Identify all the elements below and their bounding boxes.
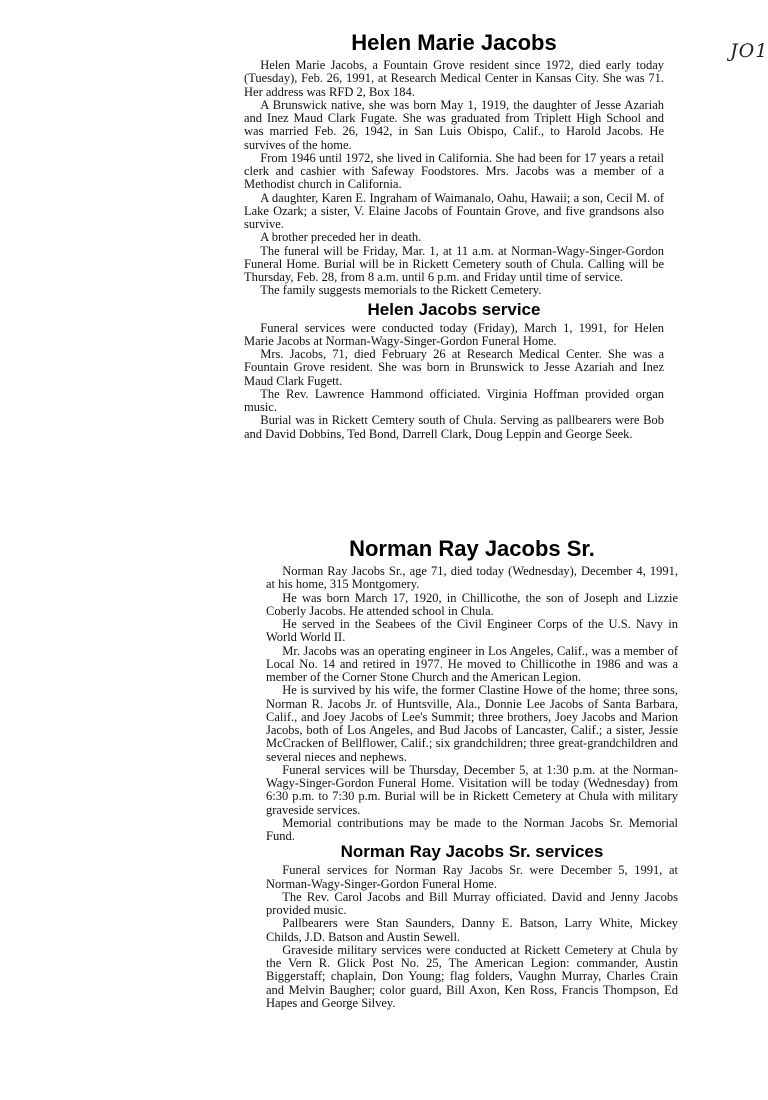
service-1-paragraph: Burial was in Rickett Cemtery south of Chula. Serving as pallbearers were Bob and David Dobbins, Ted Bond, Darrell Clark, Doug Leppin and George Seek. — [244, 413, 664, 441]
obituary-2-paragraph: He was born March 17, 1920, in Chillicothe, the son of Joseph and Lizzie Coberly Jacobs. He attended school in Chula. — [266, 590, 678, 618]
norman-jacobs-clipping — [266, 538, 678, 1010]
obituary-2-paragraph: Memorial contributions may be made to the Norman Jacobs Sr. Memorial Fund. — [266, 815, 678, 843]
service-2-paragraph: Graveside military services were conducted at Rickett Cemetery at Chula by the Vern R. Glick Post No. 25, The American Legion: commander, Austin Biggerstaff; chaplain, Don Young; flag folders, Vaughn Murray, Charles Crain and Melvin Baugher; color guard, Bill Axon, Ken Ross, Francis Thompson, Ed Hapes and George Silvey. — [266, 942, 678, 1010]
obituary-1-paragraph: A daughter, Karen E. Ingraham of Waimanalo, Oahu, Hawaii; a son, Cecil M. of Lake Ozark; a sister, V. Elaine Jacobs of Fountain Grove, and five grandsons also survive. — [244, 190, 664, 231]
obituary-1-paragraph: Helen Marie Jacobs, a Fountain Grove resident since 1972, died early today (Tuesday), Feb. 26, 1991, at Research Medical Center in Kansas City. She was 71. Her address was RFD 2, Box 184. — [244, 58, 664, 99]
service-2-headline: Norman Ray Jacobs Sr. services — [340, 842, 604, 862]
service-1-paragraph: Mrs. Jacobs, 71, died February 26 at Research Medical Center. She was a Fountain Grove resident. She was born in Brunswick to Jesse Azariah and Inez Maud Clark Fugett. — [244, 347, 664, 388]
obituary-2-headline: Norman Ray Jacobs Sr. — [349, 536, 595, 561]
service-2-paragraph: The Rev. Carol Jacobs and Bill Murray officiated. David and Jenny Jacobs provided music. — [266, 889, 678, 917]
obituary-2-paragraph: Mr. Jacobs was an operating engineer in Los Angeles, Calif., was a member of Local No. 14 and retired in 1977. He moved to Chillicothe in 1986 and was a member of the Corner Stone Church and the American Legion. — [266, 643, 678, 684]
obituary-1-paragraph: From 1946 until 1972, she lived in California. She had been for 17 years a retail clerk and cashier with Safeway Foodstores. Mrs. Jacobs was a member of a Methodist church in California. — [244, 150, 664, 192]
obituary-1-paragraph: A Brunswick native, she was born May 1, 1919, the daughter of Jesse Azariah and Inez Maud Clark Fugate. She was graduated from Triplett High School and was married Feb. 26, 1942, in San Luis Obispo, Calif., to Harold Jacobs. He survives of the home. — [244, 97, 664, 152]
obituary-2-paragraph: He served in the Seabees of the Civil Engineer Corps of the U.S. Navy in World World II. — [266, 617, 678, 645]
obituary-1-headline: Helen Marie Jacobs — [351, 30, 557, 55]
obituary-1-paragraph: A brother preceded her in death. — [260, 230, 422, 245]
obituary-2-paragraph: He is survived by his wife, the former Clastine Howe of the home; three sons, Norman R. Jacobs Jr. of Huntsville, Ala., Donnie Lee Jacobs of Santa Barbara, Calif., and Joey Jacobs of Lee's Summit; three brothers, Joey Jacobs and Marion Jacobs, both of Los Angeles, and Bud Jacobs of Lancaster, Calif.; a sister, Jessie McCracken of Bellflower, Calif.; six grandchildren; three great-grandchildren and several nieces and nephews. — [266, 683, 678, 764]
service-1-paragraph: Funeral services were conducted today (Friday), March 1, 1991, for Helen Marie Jacobs at Norman-Wagy-Singer-Gordon Funeral Home. — [244, 320, 664, 348]
service-1-headline: Helen Jacobs service — [367, 299, 541, 319]
service-1-paragraph: The Rev. Lawrence Hammond officiated. Virginia Hoffman provided organ music. — [244, 386, 664, 414]
helen-jacobs-clipping — [244, 32, 664, 441]
obituary-1-paragraph: The family suggests memorials to the Rickett Cemetery. — [260, 283, 542, 298]
obituary-2-paragraph: Norman Ray Jacobs Sr., age 71, died today (Wednesday), December 4, 1991, at his home, 315 Montgomery. — [266, 564, 678, 592]
handwritten-note: JO1 — [730, 40, 768, 62]
obituary-1-paragraph: The funeral will be Friday, Mar. 1, at 11 a.m. at Norman-Wagy-Singer-Gordon Funeral Home. Burial will be in Rickett Cemetery south of Chula. Calling will be Thursday, Feb. 28, from 8 a.m. until 6 p.m. and Friday until time of service. — [244, 243, 664, 284]
obituary-2-paragraph: Funeral services will be Thursday, December 5, at 1:30 p.m. at the Norman-Wagy-Singer-Gordon Funeral Home. Visitation will be today (Wednesday) from 6:30 p.m. to 7:30 p.m. Burial will be in Rickett Cemetery at Chula with military graveside services. — [266, 762, 678, 817]
service-2-paragraph: Funeral services for Norman Ray Jacobs Sr. were December 5, 1991, at Norman-Wagy-Singer-Gordon Funeral Home. — [266, 863, 678, 891]
service-2-paragraph: Pallbearers were Stan Saunders, Danny E. Batson, Larry White, Mickey Childs, J.D. Batson and Austin Sewell. — [266, 916, 678, 944]
